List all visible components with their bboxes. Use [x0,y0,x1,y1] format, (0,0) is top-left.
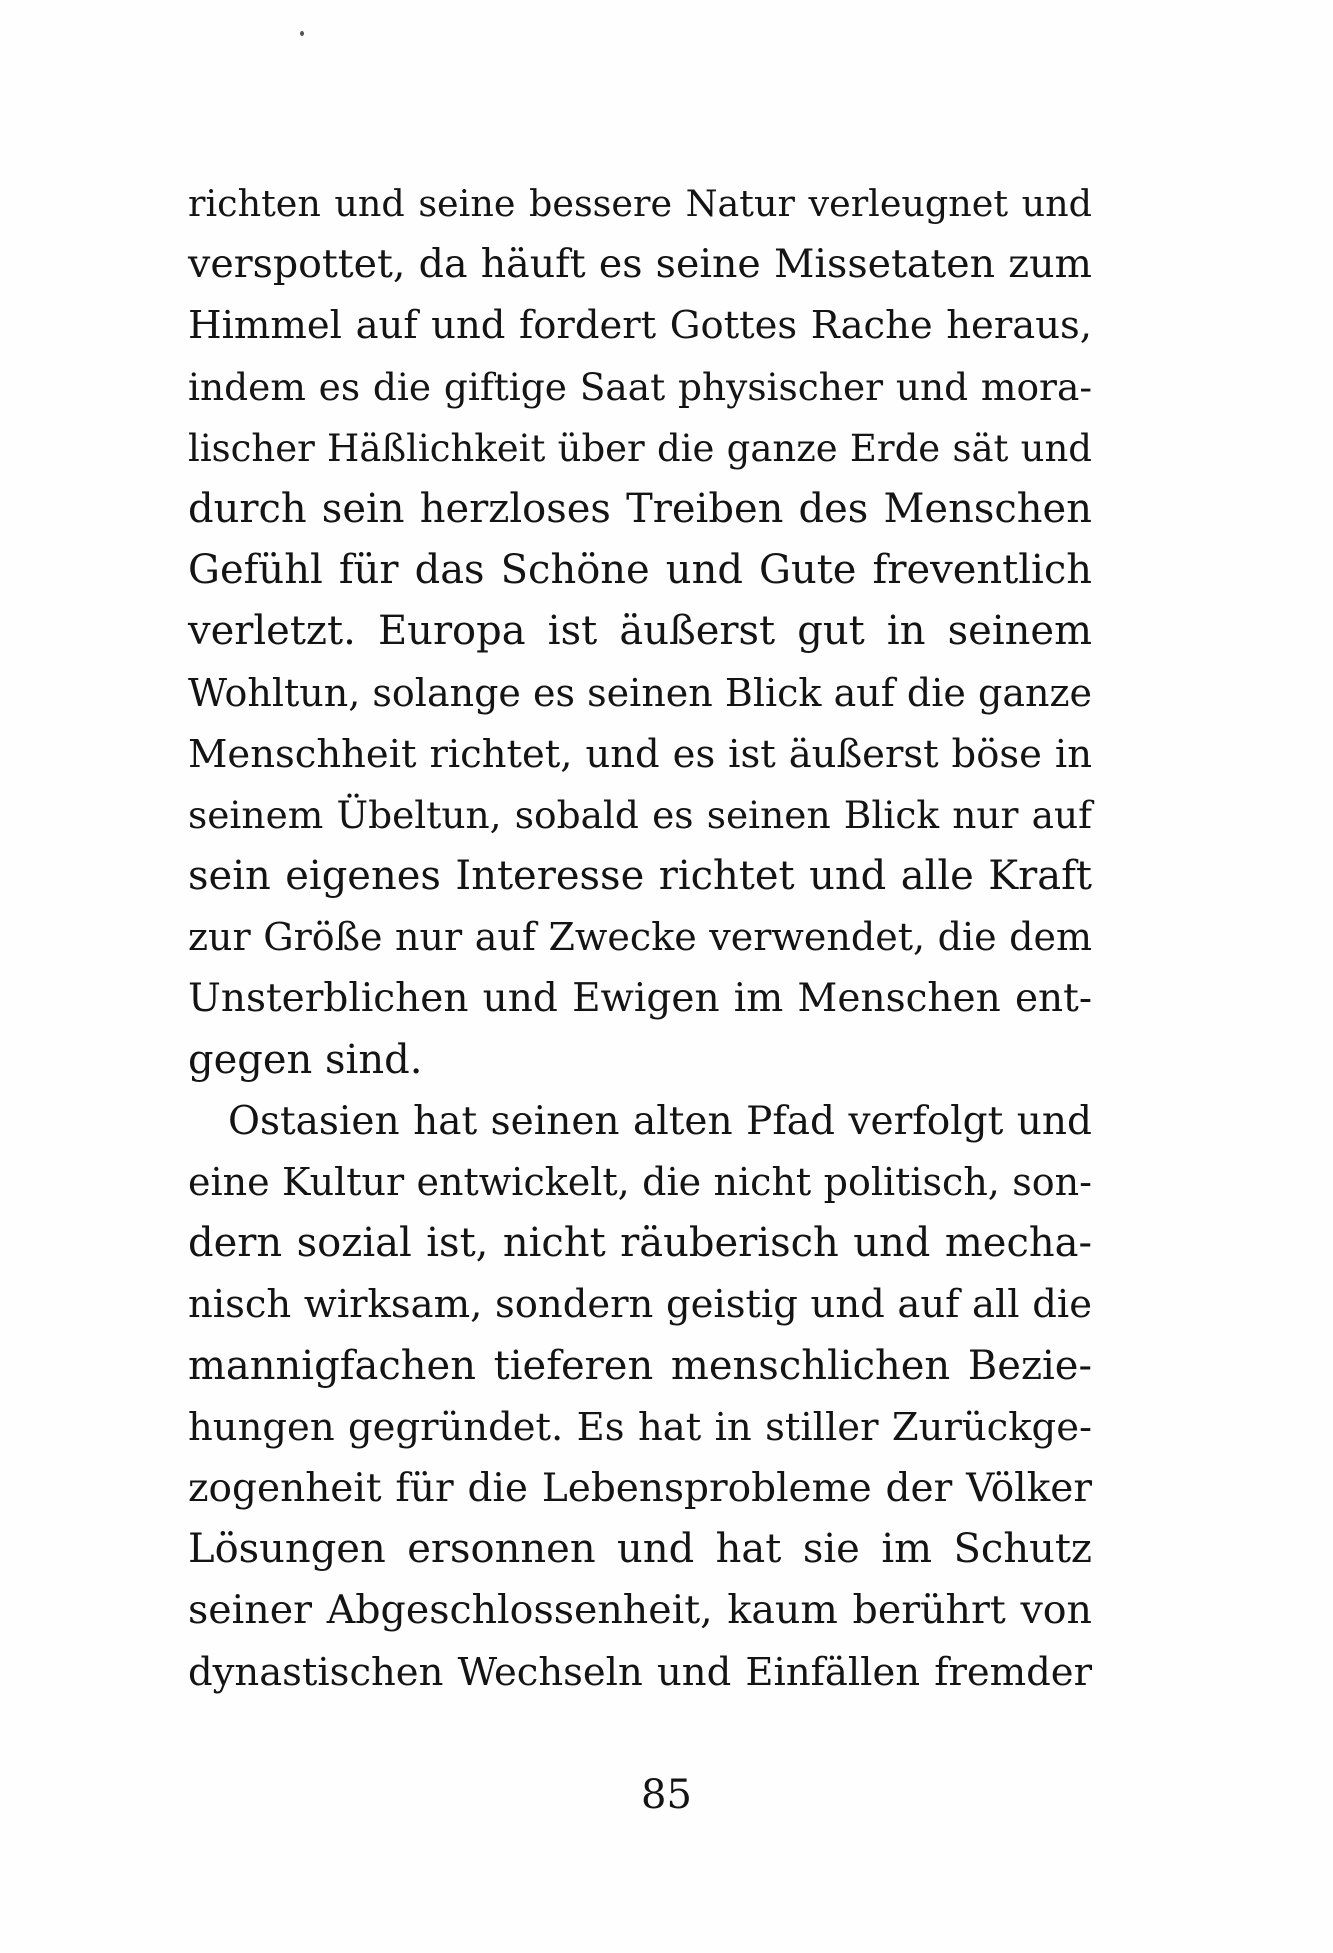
text-line: Menschheit richtet, und es ist äußerst böse in [188,731,1092,777]
text-line: dynastischen Wechseln und Einfällen fremder [188,1649,1092,1695]
text-line: nisch wirksam, sondern geistig und auf all die [188,1282,1092,1328]
text-line: indem es die giftige Saat physischer und mora- [188,364,1092,409]
text-line: richten und seine bessere Natur verleugnet und [188,182,1092,225]
body-text [188,173,1092,1703]
text-line: eine Kultur entwickelt, die nicht politisch, son- [188,1160,1092,1204]
text-line: mannigfachen tieferen menschlichen Bezie- [188,1342,1092,1389]
text-line: Unsterblichen und Ewigen im Menschen ent- [188,976,1092,1022]
page-number: 85 [641,1772,692,1818]
text-line: Himmel auf und fordert Gottes Rache heraus, [188,303,1092,349]
print-speck [300,31,304,36]
text-line: seinem Übeltun, sobald es seinen Blick nur auf [188,792,1092,837]
text-line: verspottet, da häuft es seine Missetaten zum [188,241,1092,288]
text-line: sein eigenes Interesse richtet und alle Kraft [188,853,1092,900]
text-line: verletzt. Europa ist äußerst gut in seinem [188,608,1092,655]
text-line: Lösungen ersonnen und hat sie im Schutz [188,1526,1092,1573]
text-line: gegen sind. [188,1036,423,1083]
text-line: durch sein herzloses Treiben des Menschen [188,485,1092,532]
text-line: Gefühl für das Schöne und Gute freventlich [188,547,1092,594]
text-line: lischer Häßlichkeit über die ganze Erde sät und [188,426,1092,470]
text-line: zogenheit für die Lebensprobleme der Völker [188,1465,1092,1511]
text-line: hungen gegründet. Es hat in stiller Zurückge- [188,1404,1092,1450]
text-line: seiner Abgeschlossenheit, kaum berührt von [188,1587,1092,1634]
text-line: Ostasien hat seinen alten Pfad verfolgt und [228,1098,1092,1144]
text-line: Wohltun, solange es seinen Blick auf die ganze [188,670,1092,715]
text-line: zur Größe nur auf Zwecke verwendet, die dem [188,915,1092,960]
text-line: dern sozial ist, nicht räuberisch und mecha- [188,1220,1092,1267]
